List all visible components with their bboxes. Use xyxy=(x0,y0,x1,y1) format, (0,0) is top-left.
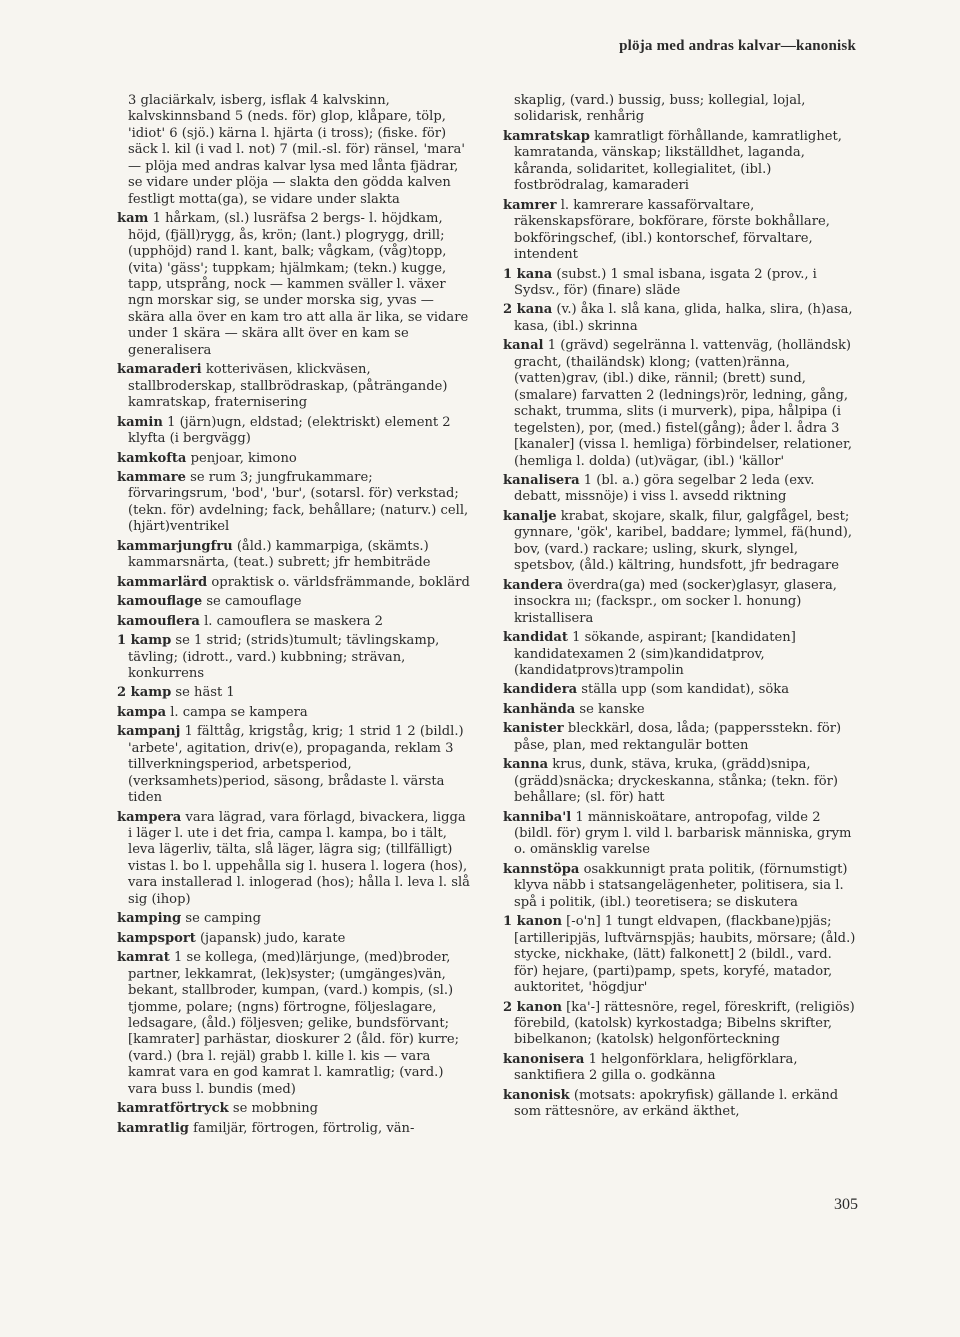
dictionary-entry xyxy=(503,914,859,996)
definition: se häst 1 xyxy=(175,685,235,701)
definition: [ka'-] rättesnöre, regel, föreskrift, (religiös) förebild, (katolsk) kyrkostadga; Bibelns skrifter, bibelkanon; (katolsk) helgonförteckning xyxy=(514,999,855,1048)
headword: kamratlig xyxy=(117,1120,189,1136)
dictionary-entry xyxy=(503,1000,859,1049)
dictionary-entry xyxy=(117,724,473,806)
dictionary-entry xyxy=(503,630,859,679)
dictionary-entry xyxy=(117,539,473,572)
headword: kam xyxy=(117,211,149,227)
headword: 2 kana xyxy=(503,302,553,318)
definition: (åld.) kammarpiga, (skämts.) kammarsnärta, (teat.) subrett; jfr hembiträde xyxy=(128,538,431,571)
definition: [-o'n] 1 tungt eldvapen, (flackbane)pjäs; [artilleripjäs, luftvärnspjäs; haubits, mörsare; (åld.) stycke, nickhake, (lätt) falkonett] 2 (bildl., vard. för) hejare, (parti)pamp, spets, koryfé, matador, auktoritet, 'högdjur' xyxy=(514,914,856,996)
dictionary-entry xyxy=(503,473,859,506)
dictionary-entry xyxy=(117,633,473,682)
definition: se rum 3; jungfrukammare; förvaringsrum, 'bod', 'bur', (sotarsl. för) verkstad; (tekn. för) avdelning; fack, behållare; (naturv.) cell, (hjärt)ventrikel xyxy=(128,469,469,535)
headword: kanalisera xyxy=(503,472,580,488)
definition: se camping xyxy=(185,911,261,927)
dictionary-entry xyxy=(117,1101,473,1117)
headword: kammarlärd xyxy=(117,574,208,590)
dictionary-entry xyxy=(117,950,473,1098)
definition: bleckkärl, dosa, låda; (pappersstekn. för) påse, plan, med rektangulär botten xyxy=(514,721,842,753)
headword: kamouflage xyxy=(117,594,203,610)
headword: 1 kana xyxy=(503,266,553,282)
headword: kanonisera xyxy=(503,1051,585,1067)
definition: (v.) åka l. slå kana, glida, halka, slira, (h)asa, kasa, (ibl.) skrinna xyxy=(514,302,853,334)
headword: kandera xyxy=(503,577,563,593)
definition: familjär, förtrogen, förtrolig, vän- xyxy=(193,1120,415,1136)
dictionary-entry xyxy=(117,470,473,536)
headword: kammarjungfru xyxy=(117,538,233,554)
headword: kanal xyxy=(503,338,544,354)
definition: osakkunnigt prata politik, (förnumstigt) klyva näbb i statsangelägenheter, politisera, sia l. spå i politik, (ibl.) teoretisera; se diskutera xyxy=(514,861,848,910)
headword: 2 kanon xyxy=(503,999,562,1015)
dictionary-entry xyxy=(503,721,859,754)
dictionary-entry xyxy=(117,614,473,630)
headword: kamrer xyxy=(503,197,557,213)
headword: kamping xyxy=(117,911,182,927)
dictionary-entry xyxy=(117,705,473,721)
dictionary-entry xyxy=(503,302,859,335)
definition: 1 (bl. a.) göra segelbar 2 leda (exv. debatt, missnöje) i viss l. avsedd riktning xyxy=(514,472,815,505)
headword: kamouflera xyxy=(117,613,200,629)
definition: se mobbning xyxy=(232,1101,319,1117)
definition: överdra(ga) med (socker)glasyr, glasera, insockra ııı; (fackspr., om socker l. honung) kristallisera xyxy=(514,577,837,626)
dictionary-entry xyxy=(503,757,859,806)
definition: 1 (järn)ugn, eldstad; (elektriskt) element 2 klyfta (i bergvägg) xyxy=(128,414,451,447)
definition: penjoar, kimono xyxy=(190,450,297,466)
definition: 1 helgonförklara, heligförklara, sanktifiera 2 gilla o. godkänna xyxy=(514,1051,798,1084)
definition: krus, dunk, stäva, kruka, (grädd)snipa, (grädd)snäcka; dryckeskanna, stånka; (tekn. för) behållare; (sl. för) hatt xyxy=(514,757,838,806)
dictionary-entry xyxy=(117,685,473,701)
definition: opraktisk o. världsfrämmande, boklärd xyxy=(211,574,470,590)
headword: kampera xyxy=(117,809,182,825)
definition: (subst.) 1 smal isbana, isgata 2 (prov., i Sydsv., för) (finare) släde xyxy=(514,266,817,298)
dictionary-entry xyxy=(117,451,473,467)
dictionary-entry xyxy=(503,810,859,859)
headword: kandidera xyxy=(503,682,578,698)
dictionary-entry xyxy=(503,509,859,575)
definition: se kanske xyxy=(579,701,645,717)
running-head: plöja med andras kalvar—kanonisk xyxy=(619,38,856,54)
dictionary-entry xyxy=(117,362,473,411)
headword: 2 kamp xyxy=(117,685,172,701)
dictionary-entry xyxy=(503,338,859,470)
definition: krabat, skojare, skalk, filur, galgfågel, best; gynnare, 'gök', karibel, baddare; lymmel, fä(hund), bov, (vard.) rackare; usling, skurk, slyngel, spetsbov, (åld.) kältring, hundsfott, jfr bedragare xyxy=(514,508,853,574)
headword: kandidat xyxy=(503,630,568,646)
dictionary-entry xyxy=(117,931,473,947)
headword: kanna xyxy=(503,757,549,773)
headword: kamaraderi xyxy=(117,362,202,378)
definition: vara lägrad, vara förlagd, bivackera, ligga i läger l. ute i det fria, campa l. kampa, bo i tält, leva lägerliv, tälta, slå läger, lägra sig; (tillfälligt) vistas l. bo l. uppehålla sig l. husera l. logera (hos), vara installerad l. inlogerad (hos); hålla l. leva l. slå sig (ihop) xyxy=(128,809,470,907)
dictionary-entry xyxy=(503,1052,859,1085)
dictionary-entry xyxy=(117,575,473,591)
headword: kamrat xyxy=(117,950,170,966)
dictionary-entry xyxy=(503,578,859,627)
dictionary-entry xyxy=(117,911,473,927)
headword: kampa xyxy=(117,704,167,720)
definition: 1 hårkam, (sl.) lusräfsa 2 bergs- l. höjdkam, höjd, (fjäll)rygg, ås, krön; (lant.) plogrygg, drill; (upphöjd) rand l. kant, balk; vågkam, (våg)topp, (vita) 'gäss'; tuppkam; hjälmkam; (tekn.) kugge, tapp, utsprång, nock — kammen sväller l. växer ngn morskar sig, se under morska sig, yvas — skära alla över en kam tro att alla är lika, se vidare under 1 skära — skära allt över en kam se generalisera xyxy=(128,211,469,358)
headword: kanhända xyxy=(503,701,576,717)
definition: kamratligt förhållande, kamratlighet, kamratanda, vänskap; likställdhet, laganda, kåranda, solidaritet, kollegialitet, (ibl.) fostbrödralag, kamaraderi xyxy=(514,128,842,194)
headword: kanalje xyxy=(503,508,557,524)
right-column xyxy=(503,93,859,1124)
headword: kamin xyxy=(117,414,163,430)
dictionary-entry xyxy=(503,267,859,300)
headword: kamratförtryck xyxy=(117,1101,229,1117)
dictionary-entry xyxy=(503,93,859,126)
headword: kanniba'l xyxy=(503,809,572,825)
headword: kamratskap xyxy=(503,128,590,144)
dictionary-entry xyxy=(503,198,859,264)
headword: kanonisk xyxy=(503,1087,570,1103)
dictionary-entry xyxy=(117,594,473,610)
headword: kannstöpa xyxy=(503,861,580,877)
definition: 1 sökande, aspirant; [kandidaten] kandidatexamen 2 (sim)kandidatprov, (kandidatprovs)trampolin xyxy=(514,630,796,678)
dictionary-entry xyxy=(117,211,473,359)
dictionary-entry xyxy=(117,93,473,208)
headword: 1 kanon xyxy=(503,914,562,930)
definition: se camouflage xyxy=(206,594,302,610)
definition: 1 se kollega, (med)lärjunge, (med)broder, partner, lekkamrat, (lek)syster; (umgänges)vän, bekant, stallbroder, kumpan, (vard.) kompis, (sl.) tjomme, polare; (ngns) förtrogne, följeslagare, ledsagare, (åld.) följesven; gelike, bundsförvant; [kamrater] parhästar, dioskurer 2 (åld. för) kurre; (vard.) (bra l. rejäl) grabb l. kille l. kis — vara kamrat vara en god kamrat l. kamratlig; (vard.) vara buss l. bundis (med) xyxy=(128,950,460,1097)
headword: kamkofta xyxy=(117,450,187,466)
dictionary-entry xyxy=(117,1121,473,1137)
dictionary-entry xyxy=(503,702,859,718)
left-column xyxy=(117,93,473,1140)
definition: 3 glaciärkalv, isberg, isflak 4 kalvskinn, kalvskinnsband 5 (neds. för) glop, klåpare, tölp, 'idiot' 6 (sjö.) kärna l. hjärta (i tross); (fiske. för) säck l. kil (i vad l. not) 7 (mil.-sl. för) ränsel, 'mara' — plöja med andras kalvar lysa med lånta fjädrar, se vidare under plöja — slakta den gödda kalven festligt motta(ga), se vidare under slakta xyxy=(128,93,465,207)
definition: 1 (grävd) segelränna l. vattenväg, (holländsk) gracht, (thailändsk) klong; (vatten)ränna, (vatten)grav, (ibl.) dike, rännil; (brett) sund, (smalare) farvatten 2 (lednings)rör, ledning, gång, schakt, trumma, slits (i murverk), pipa, hålpipa (i tegelsten), por, (med.) fistel(gång); åder l. ådra 3 [kanaler] (vissa l. hemliga) förbindelser, relationer, (hemliga l. dolda) (ut)vägar, (ibl.) 'källor' xyxy=(514,338,853,469)
headword: kammare xyxy=(117,469,186,485)
definition: 1 människoätare, antropofag, vilde 2 (bildl. för) grym l. vild l. barbarisk människa, grym o. omänsklig varelse xyxy=(514,809,852,858)
headword: kampanj xyxy=(117,724,181,740)
definition: ställa upp (som kandidat), söka xyxy=(581,682,789,698)
dictionary-entry xyxy=(503,1088,859,1121)
definition: l. kamrerare kassaförvaltare, räkenskapsförare, bokförare, förste bokhållare, bokföringschef, (ibl.) kontorschef, förvaltare, intendent xyxy=(514,197,830,263)
definition: se 1 strid; (strids)tumult; tävlingskamp, tävling; (idrott., vard.) kubbning; strävan, konkurrens xyxy=(128,633,440,681)
definition: kotteriväsen, klickväsen, stallbroderskap, stallbrödraskap, (påträngande) kamratskap, fraternisering xyxy=(128,362,448,411)
dictionary-entry xyxy=(117,810,473,909)
dictionary-entry xyxy=(503,129,859,195)
page-number: 305 xyxy=(834,1196,858,1213)
definition: (motsats: apokryfisk) gällande l. erkänd som rättesnöre, av erkänd äkthet, xyxy=(514,1087,839,1120)
definition: (japansk) judo, karate xyxy=(199,930,346,946)
headword: kanister xyxy=(503,721,564,737)
dictionary-entry xyxy=(503,682,859,698)
definition: l. campa se kampera xyxy=(170,704,308,720)
headword: 1 kamp xyxy=(117,633,172,649)
dictionary-entry xyxy=(117,415,473,448)
definition: l. camouflera se maskera 2 xyxy=(204,613,383,629)
definition: skaplig, (vard.) bussig, buss; kollegial, lojal, solidarisk, renhårig xyxy=(514,93,806,125)
definition: 1 fälttåg, krigståg, krig; 1 strid 1 2 (bildl.) 'arbete', agitation, driv(e), propaganda, reklam 3 tillverkningsperiod, arbetsperiod, (verksamhets)period, säsong, brådaste l. värsta tiden xyxy=(128,724,464,806)
dictionary-entry xyxy=(503,862,859,911)
headword: kampsport xyxy=(117,930,196,946)
